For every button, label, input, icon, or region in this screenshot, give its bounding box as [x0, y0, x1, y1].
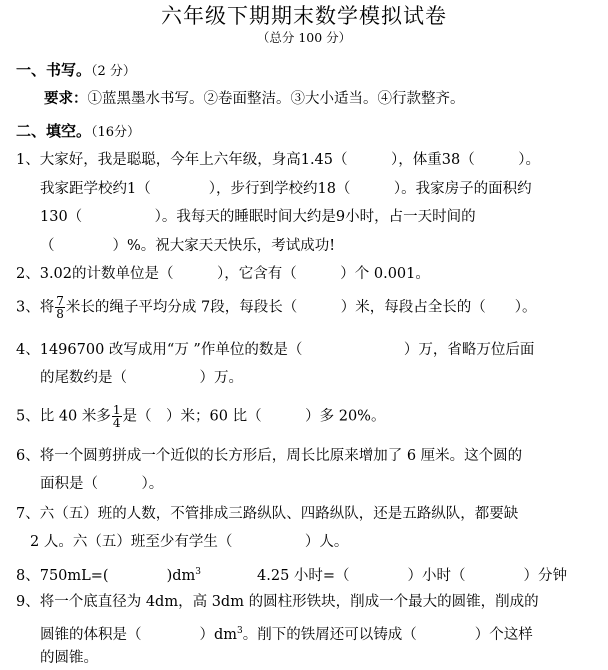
q3-fraction [55, 295, 65, 320]
q9-superscript: 3 [237, 626, 243, 636]
q7-line2: 2 人。六（五）班至少有学生（ ）人。 [30, 534, 349, 550]
q5-frac-den: 4 [112, 416, 121, 430]
q1-line3: 130（ ）。我每天的睡眠时间大约是9小时，占一天时间的 [40, 209, 476, 225]
q5-fraction [112, 404, 122, 429]
q9-line2-a: 圆锥的体积是（ ）dm [40, 626, 238, 643]
q8-line [16, 562, 567, 586]
q1-line2: 我家距学校约1（ ），步行到学校约18（ ）。我家房子的面积约 [40, 181, 532, 197]
q3-frac-den: 8 [56, 307, 64, 321]
q7-line1: 7、六（五）班的人数，不管排成三路纵队、四路纵队，还是五路纵队，都要缺 [16, 506, 519, 522]
q4-line2: 的尾数约是（ ）万。 [40, 370, 243, 386]
page-subtitle: （总分 100 分） [256, 30, 352, 45]
q9-line2-b: 。削下的铁屑还可以铸成（ ）个这样 [242, 626, 533, 643]
section1-heading [16, 60, 136, 82]
section2-heading [16, 121, 140, 143]
requirements-text: ①蓝黑墨水书写。②卷面整洁。③大小适当。④行款整齐。 [87, 91, 465, 107]
q9-line2 [40, 621, 533, 645]
q1-line4: （ ）%。祝大家天天快乐，考试成功! [40, 238, 336, 254]
q3-post: 米长的绳子平均分成 7段，每段长（ ）米，每段占全长的（ ）。 [65, 299, 537, 316]
section1-points: （2 分） [91, 64, 136, 79]
q9-line1: 9、将一个底直径为 4dm，高 3dm 的圆柱形铁块，削成一个最大的圆锥，削成的 [16, 594, 539, 610]
section2-points: （16分） [91, 125, 141, 140]
section1-requirements [44, 89, 465, 109]
q4-line1: 4、1496700 改写成用“万 ”作单位的数是（ ）万，省略万位后面 [16, 342, 535, 358]
q3-line [16, 295, 536, 320]
q2-line: 2、3.02的计数单位是（ ），它含有（ ）个 0.001。 [16, 266, 430, 282]
q8-superscript: 3 [195, 567, 202, 577]
q1-line1: 1、大家好，我是聪聪，今年上六年级，身高1.45（ ），体重38（ ）。 [16, 152, 540, 168]
q5-line [16, 404, 385, 429]
q5-pre: 5、比 40 米多 [16, 408, 111, 425]
q3-frac-num: 7 [56, 294, 64, 308]
q6-line1: 6、将一个圆剪拼成一个近似的长方形后，周长比原来增加了 6 厘米。这个圆的 [16, 448, 523, 464]
section2-title: 二、填空。 [16, 122, 92, 140]
q3-pre: 3、将 [16, 299, 55, 316]
q8-part-b: 4.25 小时=（ ）小时（ ）分钟 [257, 567, 568, 584]
section1-title: 一、书写。 [16, 61, 92, 79]
q6-line2: 面积是（ ）。 [40, 476, 164, 492]
page-title: 六年级下期期末数学模拟试卷 [161, 4, 447, 28]
q5-frac-num: 1 [112, 403, 121, 417]
q9-line3: 的圆锥。 [40, 650, 98, 666]
q5-post: 是（ ）米；60 比（ ）多 20%。 [122, 408, 386, 425]
requirements-label: 要求： [44, 90, 88, 107]
q8-part-a: 8、750mL=( )dm [16, 567, 196, 584]
